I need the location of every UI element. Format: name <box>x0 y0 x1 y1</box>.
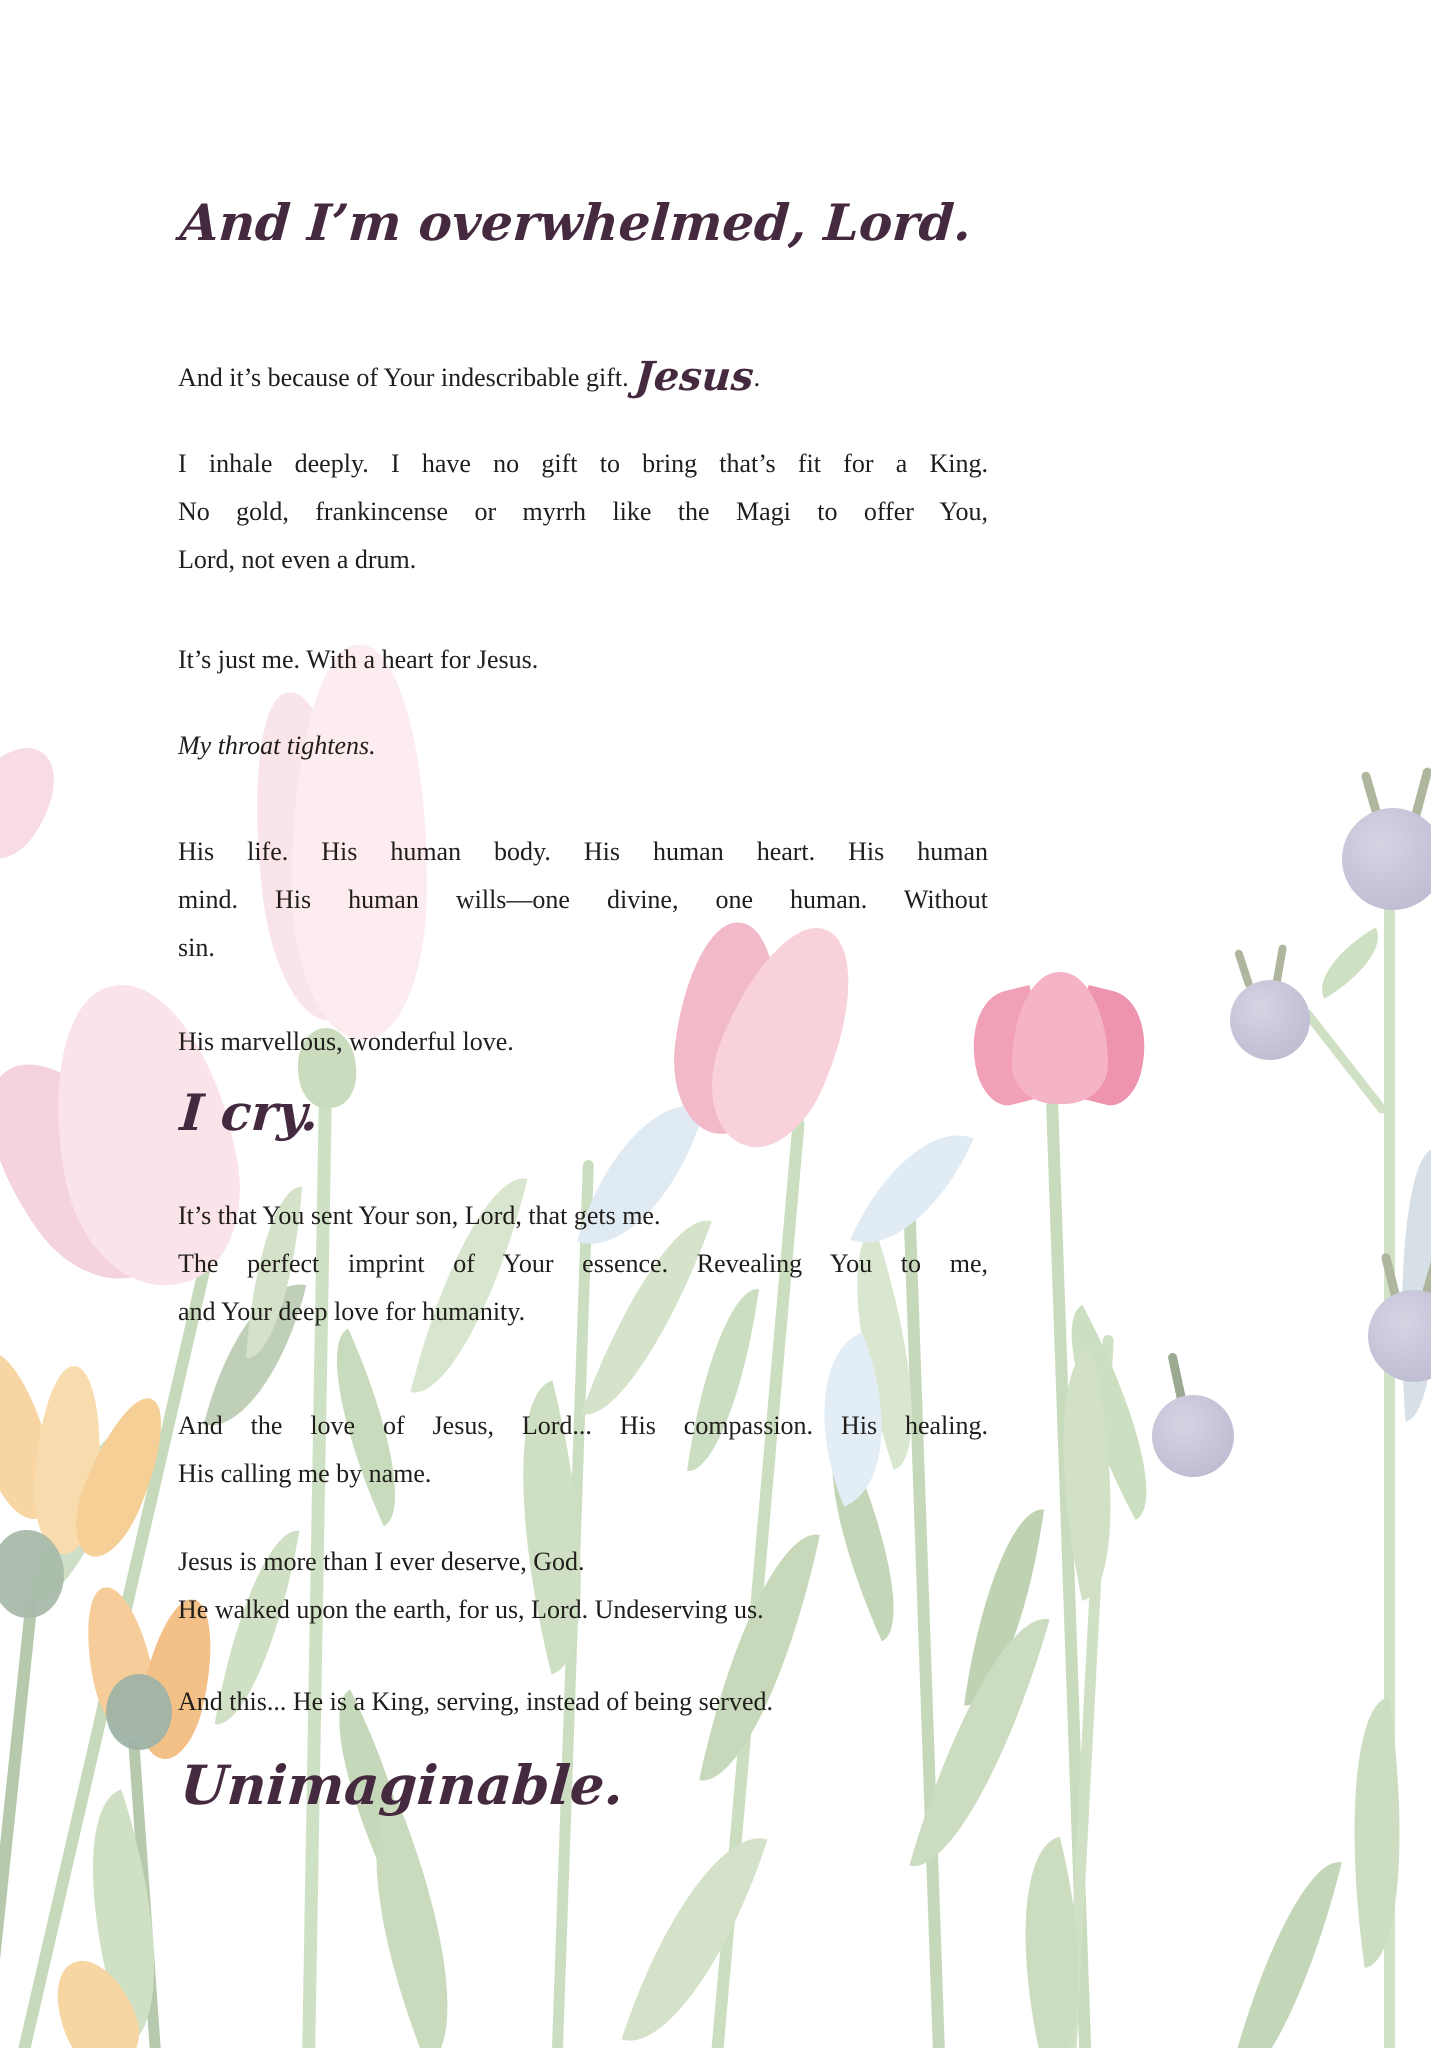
text-line: The perfect imprint of Your essence. Revealing You to me, <box>178 1249 988 1278</box>
paragraph-throat-tightens: My throat tightens. <box>178 731 376 760</box>
gift-period: . <box>753 363 761 392</box>
paragraph-no-gift <box>178 440 988 584</box>
paragraph-king-serving: And this... He is a King, serving, instead of being served. <box>178 1687 774 1716</box>
text-line: mind. His human wills—one divine, one human. Without <box>178 885 988 914</box>
paragraph-more-than-deserve <box>178 1538 988 1634</box>
text-line: and Your deep love for humanity. <box>178 1297 526 1326</box>
text-line: No gold, frankincense or myrrh like the Magi to offer You, <box>178 497 988 526</box>
paragraph-just-me: It’s just me. With a heart for Jesus. <box>178 645 539 674</box>
paragraph-love-of-jesus <box>178 1402 988 1498</box>
script-heading-i-cry: I cry. <box>178 1083 321 1142</box>
script-word-jesus: Jesus <box>633 353 756 400</box>
paragraph-marvellous-love: His marvellous, wonderful love. <box>178 1027 514 1056</box>
text-line: His calling me by name. <box>178 1459 432 1488</box>
text-line: sin. <box>178 933 215 962</box>
paragraph-sent-your-son <box>178 1192 988 1336</box>
text-line: His life. His human body. His human heart. His human <box>178 837 988 866</box>
gift-sentence: And it’s because of Your indescribable gift. <box>178 363 636 392</box>
text-line: And the love of Jesus, Lord... His compassion. His healing. <box>178 1411 988 1440</box>
text-line: It’s that You sent Your son, Lord, that gets me. <box>178 1201 661 1230</box>
text-line: Jesus is more than I ever deserve, God. <box>178 1547 585 1576</box>
text-line: I inhale deeply. I have no gift to bring that’s fit for a King. <box>178 449 988 478</box>
paragraph-indescribable-gift <box>178 352 988 404</box>
script-heading-overwhelmed: And I’m overwhelmed, Lord. <box>178 193 974 252</box>
text-line: He walked upon the earth, for us, Lord. Undeserving us. <box>178 1595 764 1624</box>
text-line: Lord, not even a drum. <box>178 545 417 574</box>
script-heading-unimaginable: Unimaginable. <box>178 1753 626 1817</box>
paragraph-his-life <box>178 828 988 972</box>
